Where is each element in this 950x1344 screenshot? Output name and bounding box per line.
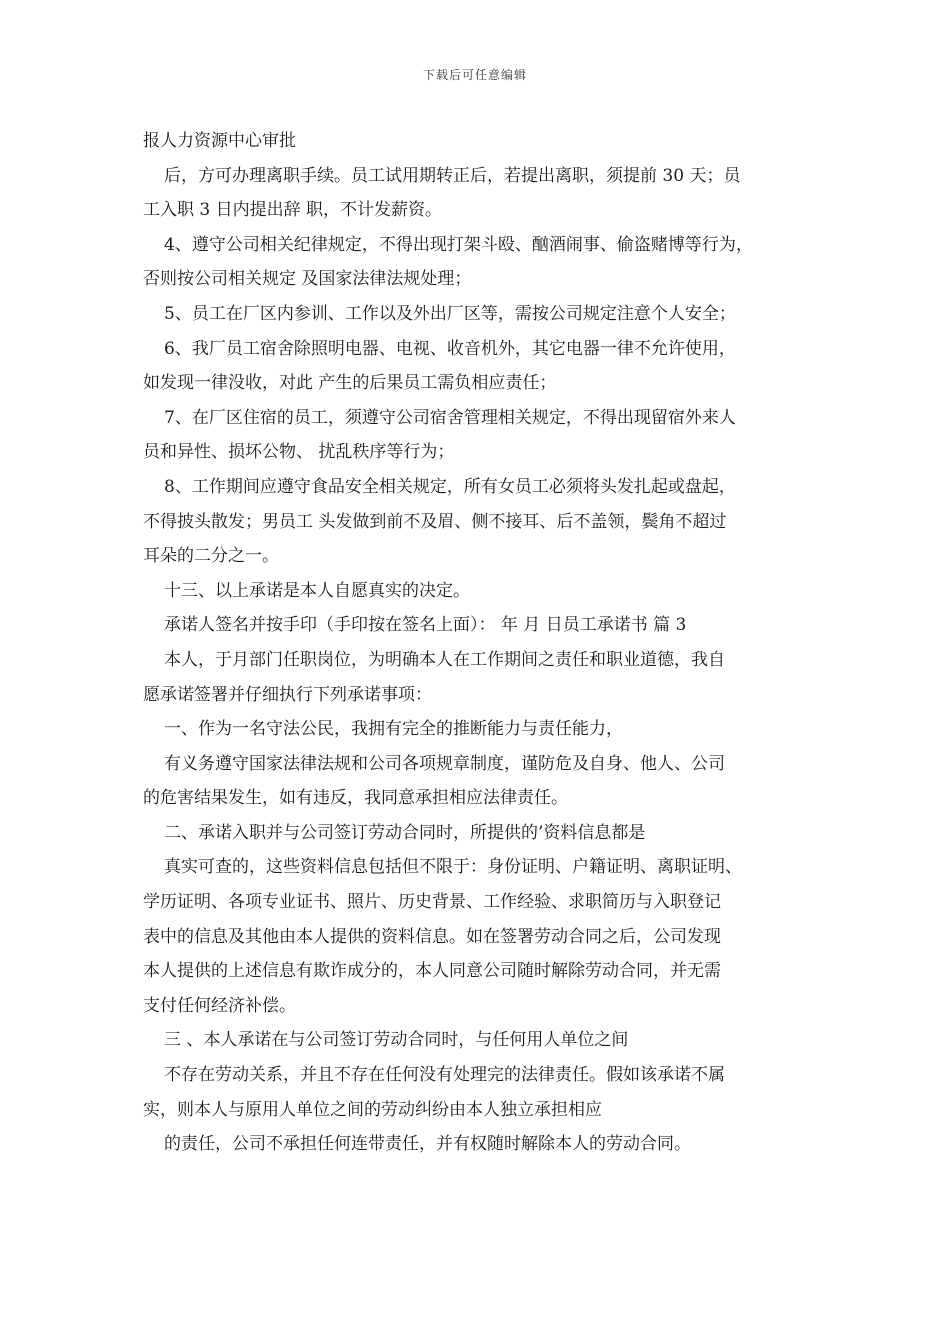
text-line: 表中的信息及其他由本人提供的资料信息。如在签署劳动合同之后，公司发现 <box>143 926 721 947</box>
text-line: 工入职 3 日内提出辞 职，不计发薪资。 <box>143 200 443 221</box>
text-line: 的危害结果发生，如有违反，我同意承担相应法律责任。 <box>143 788 568 809</box>
text-line: 一、作为一名守法公民，我拥有完全的推断能力与责任能力， <box>164 719 623 740</box>
text-line: 本人提供的上述信息有欺诈成分的，本人同意公司随时解除劳动合同，并无需 <box>143 961 721 982</box>
text-line: 不得披头散发；男员工 头发做到前不及眉、侧不接耳、后不盖领，鬓角不超过 <box>143 511 727 532</box>
text-line: 本人，于月部门任职岗位，为明确本人在工作期间之责任和职业道德，我自 <box>164 649 725 670</box>
text-line: 8、工作期间应遵守食品安全相关规定，所有女员工必须将头发扎起或盘起， <box>164 476 736 497</box>
text-line: 如发现一律没收，对此 产生的后果员工需负相应责任； <box>143 373 557 394</box>
text-line: 不存在劳动关系，并且不存在任何没有处理完的法律责任。假如该承诺不属 <box>164 1065 725 1086</box>
text-line: 5、员工在厂区内参训、工作以及外出厂区等，需按公司规定注意个人安全； <box>164 303 736 324</box>
text-line: 承诺人签名并按手印（手印按在签名上面）： 年 月 日员工承诺书 篇 3 <box>164 615 687 636</box>
text-line: 实，则本人与原用人单位之间的劳动纠纷由本人独立承担相应 <box>143 1099 602 1120</box>
text-line: 7、在厂区住宿的员工，须遵守公司宿舍管理相关规定，不得出现留宿外来人 <box>164 407 736 428</box>
text-line: 6、我厂员工宿舍除照明电器、电视、收音机外，其它电器一律不允许使用， <box>164 338 736 359</box>
text-line: 否则按公司相关规定 及国家法律法规处理； <box>143 269 472 290</box>
text-line: 报人力资源中心审批 <box>143 131 296 151</box>
text-line: 4、遵守公司相关纪律规定，不得出现打架斗殴、酗酒闹事、偷盗赌博等行为， <box>164 234 753 255</box>
text-line: 后，方可办理离职手续。员工试用期转正后，若提出离职，须提前 30 天；员 <box>164 165 741 186</box>
text-line: 员和异性、损坏公物、 扰乱秩序等行为； <box>143 442 455 463</box>
text-line: 耳朵的二分之一。 <box>143 546 279 567</box>
text-line: 真实可查的，这些资料信息包括但不限于：身份证明、户籍证明、离职证明、 <box>164 857 742 878</box>
text-line: 三 、本人承诺在与公司签订劳动合同时，与任何用人单位之间 <box>164 1030 629 1051</box>
text-line: 二、承诺入职并与公司签订劳动合同时，所提供的’资料信息都是 <box>164 822 646 843</box>
text-line: 的责任，公司不承担任何连带责任，并有权随时解除本人的劳动合同。 <box>164 1134 691 1155</box>
document-body <box>143 124 823 1162</box>
text-line: 支付任何经济补偿。 <box>143 995 296 1016</box>
text-line: 学历证明、各项专业证书、照片、历史背景、工作经验、求职简历与入职登记 <box>143 892 721 913</box>
text-line: 十三、以上承诺是本人自愿真实的决定。 <box>164 580 470 601</box>
text-line: 愿承诺签署并仔细执行下列承诺事项： <box>143 684 432 705</box>
text-line: 有义务遵守国家法律法规和公司各项规章制度，谨防危及自身、他人、公司 <box>164 753 725 774</box>
header-note: 下载后可任意编辑 <box>422 68 527 82</box>
